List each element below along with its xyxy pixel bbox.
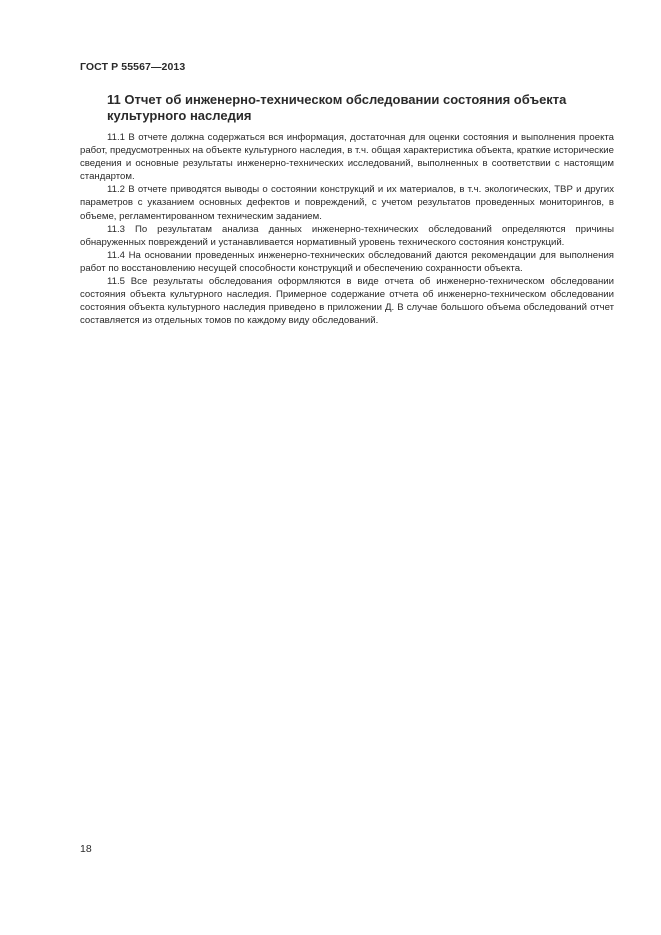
paragraph-11-2: 11.2 В отчете приводятся выводы о состоянии конструкций и их материалов, в т.ч. экологических, ТВР и других параметров с указанием основных дефектов и повреждений, с учетом результатов проведенных мониторингов, в объеме, регламентированном техническим заданием. [80, 184, 614, 222]
paragraph-11-1: 11.1 В отчете должна содержаться вся информация, достаточная для оценки состояния и выполнения проекта работ, предусмотренных на объекте культурного наследия, в т.ч. общая характеристика объекта, краткие исторические сведения и основные результаты инженерно-технических исследований, выполненных в соответствии с настоящим стандартом. [80, 132, 614, 183]
paragraph-11-3: 11.3 По результатам анализа данных инженерно-технических обследований определяются причины обнаруженных повреждений и устанавливается нормативный уровень технического состояния конструкций. [80, 223, 614, 248]
page-number: 18 [80, 843, 92, 855]
standard-header: ГОСТ Р 55567—2013 [80, 61, 186, 73]
section-title: 11 Отчет об инженерно-техническом обследовании состояния объекта культурного наследия [107, 92, 567, 123]
paragraph-11-5: 11.5 Все результаты обследования оформляются в виде отчета об инженерно-техническом обследовании состояния объекта культурного наследия. Примерное содержание отчета об инженерно-техническом обследовании состояния объекта культурного наследия приведено в приложении Д. В случае большого объема обследований отчет составляется из отдельных томов по каждому виду обследований. [80, 276, 614, 327]
paragraph-11-4: 11.4 На основании проведенных инженерно-технических обследований даются рекомендации для выполнения работ по восстановлению несущей способности конструкций и обеспечению сохранности объекта. [80, 249, 614, 274]
section-body [80, 131, 614, 327]
